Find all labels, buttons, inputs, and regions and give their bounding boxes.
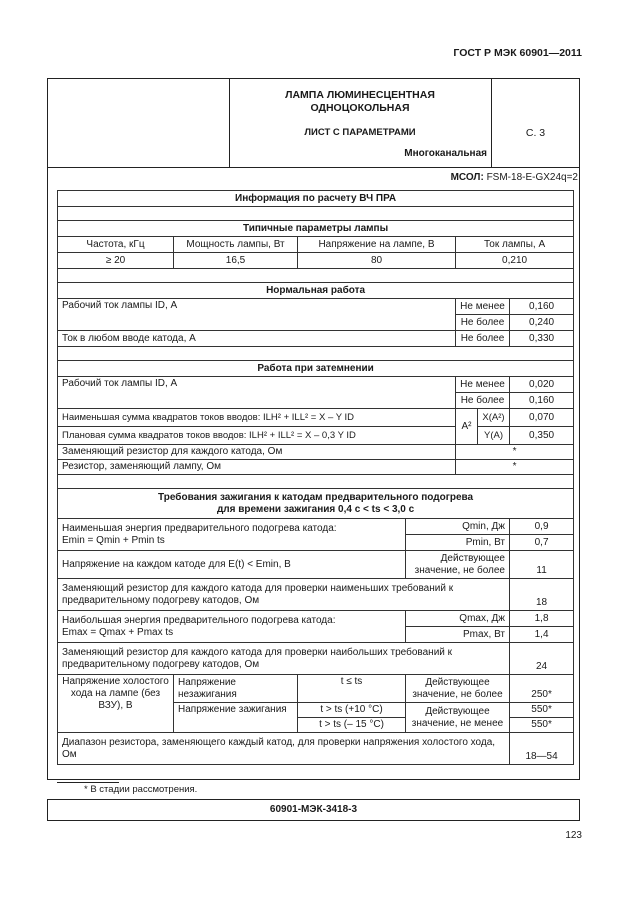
parameters-table	[57, 190, 574, 765]
pmax-label: Pmax, Вт	[406, 627, 510, 643]
eff-max-note: Действующее значение, не более	[406, 675, 510, 703]
standard-header: ГОСТ Р МЭК 60901—2011	[453, 47, 582, 59]
cathode-max-label: Не более	[456, 331, 510, 347]
normal-min-value: 0,160	[510, 299, 574, 315]
t-gt-cold: t > ts (– 15 °C)	[298, 718, 406, 733]
dim-min-value: 0,020	[510, 377, 574, 393]
dim-max-value: 0,160	[510, 393, 574, 409]
col-frequency: Частота, кГц	[58, 237, 174, 253]
normal-current-label: Рабочий ток лампы ID, А	[58, 299, 456, 331]
footnote: * В стадии рассмотрения.	[84, 784, 198, 795]
sum-min-label: Наименьшая сумма квадратов токов вводов: ILH² + ILL² = X – Y ID	[58, 409, 456, 427]
t-gt-hot: t > ts (+10 °C)	[298, 703, 406, 718]
qmax-value: 1,8	[510, 611, 574, 627]
t-le-ts: t ≤ ts	[298, 675, 406, 703]
mcol-line: МСОЛ: FSM-18-E-GX24q=2	[450, 172, 578, 183]
pmax-value: 1,4	[510, 627, 574, 643]
range-value: 18—54	[510, 733, 574, 765]
section-ignition: Требования зажигания к катодам предварительного подогрева для времени зажигания 0,4 с < ts < 3,0 с	[58, 489, 574, 519]
footer-code: 60901-МЭК-3418-3	[269, 804, 358, 815]
sheet-variant: Многоканальная	[404, 148, 487, 159]
oc-voltage-label: Напряжение холостого хода на лампе (без ВЗУ), В	[58, 675, 174, 733]
no-ign-label: Напряжение незажигания	[174, 675, 298, 703]
v550a-value: 550*	[510, 703, 574, 718]
emax-label: Наибольшая энергия предварительного подогрева катода: Emax = Qmax + Pmax ts	[58, 611, 406, 643]
val-power: 16,5	[174, 253, 298, 269]
res-min-label: Заменяющий резистор для каждого катода для проверки наименьших требований к предварительному подогреву катодов, Ом	[58, 579, 510, 611]
normal-min-label: Не менее	[456, 299, 510, 315]
resistor-cathode-label: Заменяющий резистор для каждого катода, Ом	[58, 445, 456, 460]
cathode-voltage-note: Действующее значение, не более	[406, 551, 510, 579]
section-typical: Типичные параметры лампы	[58, 221, 574, 237]
sum-plan-label: Плановая сумма квадратов токов вводов: ILH² + ILL² = X – 0,3 Y ID	[58, 427, 456, 445]
val-current: 0,210	[456, 253, 574, 269]
qmin-label: Qmin, Дж	[406, 519, 510, 535]
qmax-label: Qmax, Дж	[406, 611, 510, 627]
section-info: Информация по расчету ВЧ ПРА	[58, 191, 574, 207]
qmin-value: 0,9	[510, 519, 574, 535]
val-voltage: 80	[298, 253, 456, 269]
x-value: 0,070	[510, 409, 574, 427]
col-voltage: Напряжение на лампе, В	[298, 237, 456, 253]
normal-max-value: 0,240	[510, 315, 574, 331]
section-normal: Нормальная работа	[58, 283, 574, 299]
val-frequency: ≥ 20	[58, 253, 174, 269]
y-value: 0,350	[510, 427, 574, 445]
sheet-subtitle: ЛИСТ С ПАРАМЕТРАМИ	[304, 127, 416, 138]
page-ref: С. 3	[525, 127, 546, 139]
resistor-lamp-value: *	[456, 460, 574, 475]
emin-label: Наименьшая энергия предварительного подогрева катода: Emin = Qmin + Pmin ts	[58, 519, 406, 551]
v250-value: 250*	[510, 675, 574, 703]
sheet-title: ЛАМПА ЛЮМИНЕСЦЕНТНАЯ ОДНОЦОКОЛЬНАЯ	[285, 89, 435, 114]
cathode-voltage-value: 11	[510, 551, 574, 579]
res-min-value: 18	[510, 579, 574, 611]
v550b-value: 550*	[510, 718, 574, 733]
cathode-max-value: 0,330	[510, 331, 574, 347]
resistor-cathode-value: *	[456, 445, 574, 460]
ign-label: Напряжение зажигания	[174, 703, 298, 733]
page-number: 123	[565, 830, 582, 841]
resistor-lamp-label: Резистор, заменяющий лампу, Ом	[58, 460, 456, 475]
col-current: Ток лампы, А	[456, 237, 574, 253]
normal-max-label: Не более	[456, 315, 510, 331]
dim-current-label: Рабочий ток лампы ID, А	[58, 377, 456, 409]
res-max-label: Заменяющий резистор для каждого катода для проверки наибольших требований к предварительному подогреву катодов, Ом	[58, 643, 510, 675]
x-label: X(A²)	[478, 409, 510, 427]
cathode-voltage-label: Напряжение на каждом катоде для E(t) < Emin, В	[58, 551, 406, 579]
pmin-label: Pmin, Вт	[406, 535, 510, 551]
pmin-value: 0,7	[510, 535, 574, 551]
dim-max-label: Не более	[456, 393, 510, 409]
range-label: Диапазон резистора, заменяющего каждый катод, для проверки напряжения холостого хода, Ом	[58, 733, 510, 765]
dim-min-label: Не менее	[456, 377, 510, 393]
eff-min-note: Действующее значение, не менее	[406, 703, 510, 733]
col-power: Мощность лампы, Вт	[174, 237, 298, 253]
y-label: Y(A)	[478, 427, 510, 445]
sum-unit: А²	[456, 409, 478, 445]
cathode-current-label: Ток в любом вводе катода, А	[58, 331, 456, 347]
res-max-value: 24	[510, 643, 574, 675]
section-dimming: Работа при затемнении	[58, 361, 574, 377]
